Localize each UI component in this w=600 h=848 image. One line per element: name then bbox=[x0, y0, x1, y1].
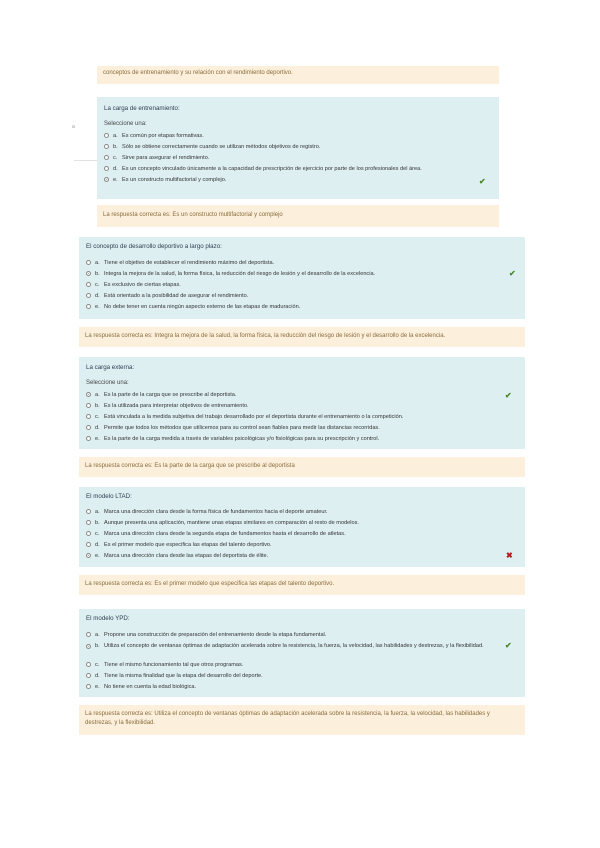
question-3-text: La carga externa: bbox=[86, 364, 135, 371]
q3-radio-a[interactable] bbox=[86, 392, 91, 397]
q5-option-b[interactable]: b. Utiliza el concepto de ventanas óptimas de adaptación acelerada sobre la resistencia, la fuerza, la velocidad, las habilidades y destrezas, y la flexibilidad. bbox=[79, 642, 525, 658]
q2-option-c[interactable]: c. Es exclusivo de ciertas etapas. bbox=[79, 280, 525, 290]
question-3-select-label: Seleccione una: bbox=[86, 380, 129, 386]
q2-radio-e[interactable] bbox=[86, 304, 91, 309]
q1-option-a[interactable]: a. Es común por etapas formativas. bbox=[97, 131, 499, 141]
q4-option-a[interactable]: a. Marca una dirección clara desde la forma física de fundamentos hacia el deporte amateur. bbox=[79, 507, 525, 517]
q1-radio-a[interactable] bbox=[104, 133, 109, 138]
q3-radio-e[interactable] bbox=[86, 436, 91, 441]
q2-option-e[interactable]: e. No debe tener en cuenta ningún aspecto externo de las etapas de maduración. bbox=[79, 302, 525, 312]
q5-radio-a[interactable] bbox=[86, 632, 91, 637]
question-5-text: El modelo YPD: bbox=[86, 615, 130, 622]
q3-option-b[interactable]: b. Es la utilizada para interpretar objetivos de entrenamiento. bbox=[79, 401, 525, 411]
q3-radio-c[interactable] bbox=[86, 414, 91, 419]
q1-option-b[interactable]: b. Sólo se obtiene correctamente cuando se utilizan métodos objetivos de registro. bbox=[97, 142, 499, 152]
correct-check-icon: ✔ bbox=[505, 641, 512, 650]
q1-radio-e[interactable] bbox=[104, 177, 109, 182]
q4-radio-e[interactable] bbox=[86, 553, 91, 558]
correct-check-icon: ✔ bbox=[509, 269, 516, 278]
q4-option-e[interactable]: e. Marca una dirección clara desde las etapas del deportista de élite. bbox=[79, 551, 525, 561]
q1-option-e[interactable]: e. Es un constructo multifactorial y complejo. bbox=[97, 175, 499, 185]
q5-feedback bbox=[79, 705, 525, 735]
q3-option-c[interactable]: c. Está vinculada a la medida subjetiva del trabajo desarrollado por el deportista durante el entrenamiento o la competición. bbox=[79, 412, 525, 422]
correct-check-icon: ✔ bbox=[505, 391, 512, 400]
q5-radio-e[interactable] bbox=[86, 684, 91, 689]
q5-radio-c[interactable] bbox=[86, 662, 91, 667]
question-2-text: El concepto de desarrollo deportivo a largo plazo: bbox=[86, 243, 222, 250]
q2-radio-b[interactable] bbox=[86, 271, 91, 276]
question-2 bbox=[79, 237, 525, 319]
q3-feedback bbox=[79, 457, 525, 477]
q4-radio-d[interactable] bbox=[86, 542, 91, 547]
q2-option-a[interactable]: a. Tiene el objetivo de establecer el rendimiento máximo del deportista. bbox=[79, 258, 525, 268]
q2-radio-c[interactable] bbox=[86, 282, 91, 287]
q3-option-d[interactable]: d. Permite que todos los métodos que utilicemos para su control sean fiables para medir las distancias recorridas. bbox=[79, 423, 525, 433]
q4-feedback-text: La respuesta correcta es: Es el primer modelo que especifica las etapas del talento deportivo. bbox=[85, 581, 335, 587]
q4-radio-a[interactable] bbox=[86, 509, 91, 514]
q2-option-d[interactable]: d. Está orientado a la posibilidad de asegurar el rendimiento. bbox=[79, 291, 525, 301]
incorrect-cross-icon: ✖ bbox=[506, 551, 513, 560]
q4-feedback bbox=[79, 575, 525, 595]
q1-option-c[interactable]: c. Sirve para asegurar el rendimiento. bbox=[97, 153, 499, 163]
q0-feedback bbox=[97, 66, 499, 84]
q1-feedback-text: La respuesta correcta es: Es un constructo multifactorial y complejo bbox=[103, 212, 283, 218]
q3-option-e[interactable]: e. Es la parte de la carga medida a través de variables psicológicas y/o fisiológicas para su prescripción y control. bbox=[79, 434, 525, 444]
question-3 bbox=[79, 357, 525, 449]
correct-check-icon: ✔ bbox=[479, 177, 486, 186]
q4-option-b[interactable]: b. Aunque presenta una aplicación, mantiene unas etapas similares en comparación al resto de modelos. bbox=[79, 518, 525, 528]
q1-radio-d[interactable] bbox=[104, 166, 109, 171]
q0-feedback-text: conceptos de entrenamiento y su relación con el rendimiento deportivo. bbox=[103, 70, 293, 76]
question-4 bbox=[79, 487, 525, 567]
q5-feedback-text: La respuesta correcta es: Utiliza el concepto de ventanas óptimas de adaptación acelerada sobre la resistencia, la fuerza, la velocidad, las habilidades y destrezas, y la flexibilidad. bbox=[85, 711, 490, 726]
q2-feedback bbox=[79, 327, 525, 347]
q4-option-c[interactable]: c. Marca una dirección clara desde la segunda etapa de fundamentos hasta el desarrollo de atletas. bbox=[79, 529, 525, 539]
q3-radio-b[interactable] bbox=[86, 403, 91, 408]
q2-option-b[interactable]: b. Integra la mejora de la salud, la forma física, la reducción del riesgo de lesión y el desarrollo de la excelencia. bbox=[79, 269, 525, 279]
q5-radio-d[interactable] bbox=[86, 673, 91, 678]
question-1-text: La carga de entrenamiento: bbox=[104, 105, 180, 112]
q1-option-d[interactable]: d. Es un concepto vinculado únicamente a la capacidad de prescripción de ejercicio por parte de los profesionales del área. bbox=[97, 164, 499, 174]
q5-option-e[interactable]: e. No tiene en cuenta la edad biológica. bbox=[79, 682, 525, 692]
side-nav-divider bbox=[74, 160, 98, 161]
q2-radio-a[interactable] bbox=[86, 260, 91, 265]
question-5 bbox=[79, 609, 525, 697]
q3-radio-d[interactable] bbox=[86, 425, 91, 430]
q4-option-d[interactable]: d. Es el primer modelo que especifica las etapas del talento deportivo. bbox=[79, 540, 525, 550]
q2-radio-d[interactable] bbox=[86, 293, 91, 298]
q1-feedback bbox=[97, 205, 499, 227]
question-4-text: El modelo LTAD: bbox=[86, 493, 132, 500]
q4-radio-c[interactable] bbox=[86, 531, 91, 536]
q5-option-a[interactable]: a. Propone una construcción de preparación del entrenamiento desde la etapa fundamental. bbox=[79, 630, 525, 640]
question-1-select-label: Seleccione una: bbox=[104, 121, 147, 127]
q3-option-a[interactable]: a. Es la parte de la carga que se prescribe al deportista. bbox=[79, 390, 525, 400]
q3-feedback-text: La respuesta correcta es: Es la parte de la carga que se prescribe al deportista bbox=[85, 463, 295, 469]
q1-radio-c[interactable] bbox=[104, 155, 109, 160]
question-1 bbox=[97, 97, 499, 199]
q5-radio-b[interactable] bbox=[86, 644, 91, 649]
q4-radio-b[interactable] bbox=[86, 520, 91, 525]
q5-option-d[interactable]: d. Tiene la misma finalidad que la etapa del desarrollo del deporte. bbox=[79, 671, 525, 681]
q1-radio-b[interactable] bbox=[104, 144, 109, 149]
q5-option-c[interactable]: c. Tiene el mismo funcionamiento tal que otros programas. bbox=[79, 660, 525, 670]
q2-feedback-text: La respuesta correcta es: Integra la mejora de la salud, la forma física, la reducción del riesgo de lesión y el desarrollo de la excelencia. bbox=[85, 333, 446, 339]
side-nav-tab[interactable]: a bbox=[72, 124, 75, 130]
